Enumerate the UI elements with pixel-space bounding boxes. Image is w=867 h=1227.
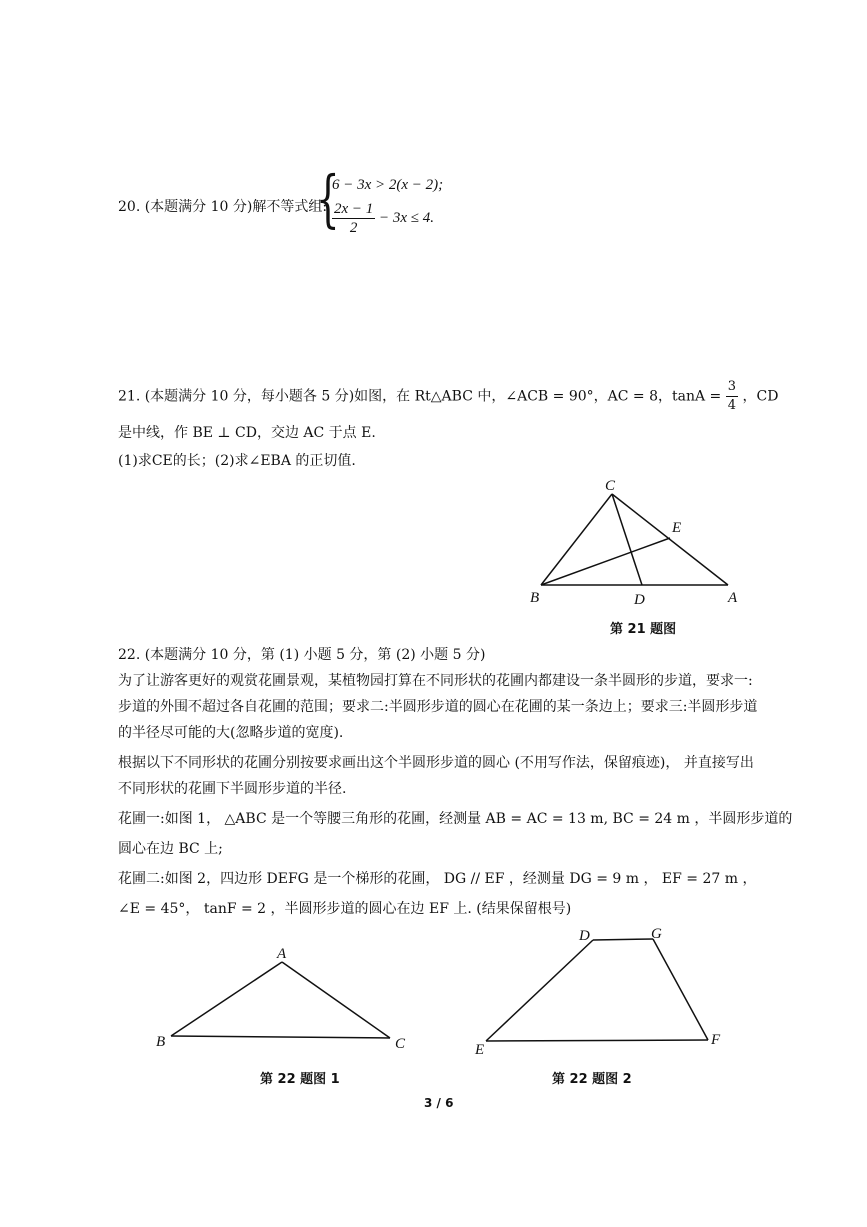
q21-label-e: E (672, 520, 682, 536)
q21-label-d: D (634, 592, 645, 608)
q21-median-cd (612, 494, 642, 585)
q22-fig1-side-ac (282, 962, 390, 1038)
page-number: 3 / 6 (424, 1096, 454, 1110)
q22-paragraph-8: 花圃二:如图 2，四边形 DEFG 是一个梯形的花圃， DG // EF ，经测量 DG = 9 m ， EF = 27 m ， (118, 871, 757, 887)
q21-line-2: 是中线，作 BE ⊥ CD，交边 AC 于点 E. (118, 425, 376, 441)
q21-line-3: (1)求CE的长；(2)求∠EBA 的正切值. (118, 453, 356, 469)
q21-figure-caption: 第 21 题图 (610, 622, 677, 637)
q20-fraction (332, 200, 375, 237)
q22-fig2-side-dg (593, 939, 653, 940)
q21-line-1-end: ，CD (742, 388, 779, 405)
q20-fraction-denominator: 2 (349, 220, 358, 236)
q21-tan-fraction (726, 378, 738, 415)
q21-tan-denominator: 4 (727, 398, 737, 413)
q22-figure-2 (465, 920, 735, 1055)
q22-paragraph-9: ∠E = 45°， tanF = 2 ，半圆形步道的圆心在边 EF 上. (结果保留根号) (118, 901, 572, 917)
q22-fig2-side-ef (486, 1040, 708, 1041)
q22-fig2-label-d: D (579, 928, 590, 944)
q22-fig2-label-g: G (651, 926, 662, 942)
q21-label-a: A (728, 590, 738, 606)
q22-fig2-side-de (486, 940, 593, 1041)
q21-figure (520, 470, 750, 610)
q22-fig1-label-a: A (277, 946, 287, 962)
q22-fig1-label-c: C (395, 1036, 406, 1052)
q20-brace: { (316, 162, 340, 235)
q22-paragraph-5: 不同形状的花圃下半圆形步道的半径. (118, 781, 347, 797)
q21-line-1 (118, 378, 778, 415)
q21-line-1-text: 21. (本题满分 10 分，每小题各 5 分)如图，在 Rt△ABC 中，∠ACB = 90°，AC = 8，tanA = (118, 388, 722, 405)
q22-paragraph-2: 步道的外围不超过各自花圃的范围；要求二:半圆形步道的圆心在花圃的某一条边上；要求三:半圆形步道 (118, 699, 758, 715)
q22-fig1-label-b: B (156, 1034, 166, 1050)
q20-prefix: 20. (本题满分 10 分)解不等式组: (118, 199, 328, 215)
q20-inequality-1: 6 − 3x > 2(x − 2); (332, 177, 444, 193)
q20-inequality-2-rest: − 3x ≤ 4. (379, 209, 435, 226)
q22-paragraph-4: 根据以下不同形状的花圃分别按要求画出这个半圆形步道的圆心 (不用写作法，保留痕迹)， 并直接写出 (118, 755, 754, 771)
q22-figure-2-caption: 第 22 题图 2 (552, 1072, 632, 1087)
q22-fig2-side-gf (653, 939, 708, 1040)
q21-label-c: C (605, 478, 616, 494)
q22-paragraph-6: 花圃一:如图 1， △ABC 是一个等腰三角形的花圃，经测量 AB = AC = 13 m, BC = 24 m ，半圆形步道的 (118, 811, 793, 827)
q22-paragraph-1: 为了让游客更好的观赏花圃景观，某植物园打算在不同形状的花圃内都建设一条半圆形的步道，要求一: (118, 673, 753, 689)
q22-paragraph-3: 的半径尽可能的大(忽略步道的宽度). (118, 725, 344, 741)
q21-label-b: B (530, 590, 540, 606)
q22-figure-1 (150, 940, 420, 1060)
q22-paragraph-7: 圆心在边 BC 上; (118, 841, 223, 857)
q21-tan-numerator: 3 (726, 378, 738, 397)
q22-header: 22. (本题满分 10 分，第 (1) 小题 5 分，第 (2) 小题 5 分) (118, 647, 486, 663)
q22-fig2-label-f: F (711, 1032, 721, 1048)
q22-figure-1-caption: 第 22 题图 1 (260, 1072, 340, 1087)
q22-fig2-label-e: E (475, 1042, 485, 1055)
q20-inequality-2 (332, 200, 434, 237)
q21-side-ca (612, 494, 728, 585)
q21-line-be (541, 538, 670, 585)
q22-fig1-side-bc (171, 1036, 390, 1038)
q20-fraction-numerator: 2x − 1 (334, 201, 374, 217)
q22-fig1-side-ab (171, 962, 282, 1036)
